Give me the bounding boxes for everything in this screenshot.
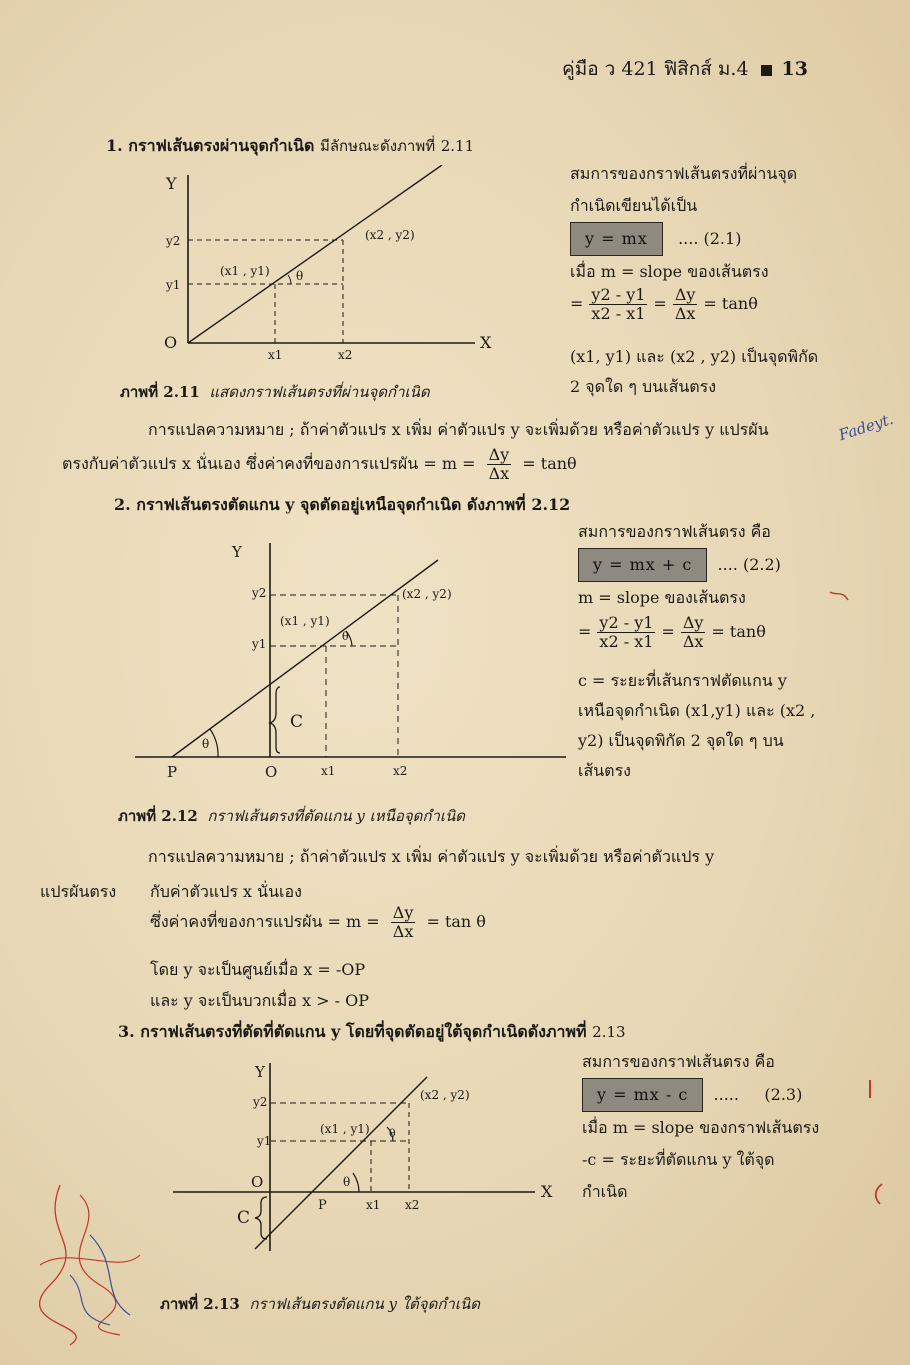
point-1-label: (x1 , y1) <box>220 264 270 278</box>
point-2-label: (x2 , y2) <box>402 587 452 601</box>
side-3-line1: สมการของกราฟเส้นตรง คือ <box>582 1052 775 1071</box>
y2-label: y2 <box>252 586 267 600</box>
equation-2-3: y = mx - c <box>582 1078 703 1112</box>
caption-2-13 <box>160 1292 480 1316</box>
p-label: P <box>167 763 178 781</box>
frac1-num: y2 - y1 <box>599 613 654 632</box>
interp2-frac-den: Δx <box>392 922 414 941</box>
section-1-number: 1. <box>106 136 123 155</box>
point-2-label: (x2 , y2) <box>420 1088 470 1102</box>
c-brace <box>255 1197 267 1239</box>
point-1-label: (x1 , y1) <box>320 1122 370 1136</box>
section-2-slope-formula: = $\frac{y2 - y1}{x2 - x1}$ = $\frac{\Delta y}{\Delta x}$ = tanθ <box>578 613 766 651</box>
interp1-frac-den: Δx <box>488 464 510 483</box>
y-axis-label: Y <box>255 1063 265 1081</box>
x-axis-label: X <box>480 333 492 352</box>
y1-label: y1 <box>252 637 267 651</box>
section-1-fig-ref: 2.11 <box>440 137 475 155</box>
section-1-interpretation-line2 <box>62 446 577 483</box>
section-1-interpretation-line1: การแปลความหมาย ; ถ้าค่าตัวแปร x เพิ่ม ค่าตัวแปร y จะเพิ่มด้วย หรือค่าตัวแปร y แปรผัน <box>148 420 769 439</box>
section-3-title: กราฟเส้นตรงที่ตัดที่ตัดแกน y โดยที่จุดตัดอยู่ใต้จุดกำเนิดดังภาพที่ <box>140 1022 587 1041</box>
section-2-heading <box>114 493 570 518</box>
side-3-c-def2: กำเนิด <box>582 1182 628 1201</box>
c-label: C <box>290 712 304 732</box>
frac1-den: x2 - x1 <box>591 304 646 323</box>
interp1-frac-num: Δy <box>488 445 510 464</box>
c-def2: เหนือจุดกำเนิด (x1,y1) และ (x2 , <box>578 701 816 720</box>
x-axis-label: X <box>541 1182 553 1201</box>
equation-2-2: y = mx + c <box>578 548 707 582</box>
point-1-label: (x1 , y1) <box>280 614 330 628</box>
x1-label: x1 <box>366 1198 381 1212</box>
c-brace <box>270 687 280 753</box>
section-1-title-rest: มีลักษณะดังภาพที่ <box>319 137 436 155</box>
section-2-c-definition <box>578 666 815 786</box>
c-def4: เส้นตรง <box>578 761 631 780</box>
side-1-m-def: เมื่อ m = slope ของเส้นตรง <box>570 262 769 281</box>
section-3-side-text <box>582 1046 819 1208</box>
section-3-number: 3. <box>118 1022 135 1041</box>
side-3-m-def: เมื่อ m = slope ของกราฟเส้นตรง <box>582 1118 820 1137</box>
header-square-icon <box>761 65 772 76</box>
section-2-interpretation-line2: กับค่าตัวแปร x นั่นเอง <box>150 882 302 901</box>
caption-2-13-label: ภาพที่ 2.13 <box>160 1295 240 1313</box>
theta-label: θ <box>296 269 304 283</box>
frac2-num: Δy <box>682 613 704 632</box>
interp2-tan: = tan θ <box>426 912 486 931</box>
graph-line <box>188 165 442 343</box>
caption-2-11 <box>120 380 430 404</box>
tan-theta: tanθ <box>721 294 758 313</box>
origin-label: O <box>265 763 278 781</box>
handwritten-margin-note: Fadeyt. <box>836 409 896 445</box>
frac2-den: Δx <box>682 632 704 651</box>
section-2-interpretation-left: แปรผันตรง <box>40 882 117 901</box>
equation-2-3-number: (2.3) <box>764 1085 803 1104</box>
x1-label: x1 <box>321 764 336 778</box>
section-3-heading <box>118 1020 626 1045</box>
equation-2-3-dots: ..... <box>713 1085 739 1104</box>
y-axis-label: Y <box>232 543 242 561</box>
figure-2-12-graph <box>130 535 570 785</box>
caption-2-13-text: กราฟเส้นตรงตัดแกน y ใต้จุดกำเนิด <box>249 1295 480 1313</box>
side-1-points2: 2 จุดใด ๆ บนเส้นตรง <box>570 377 717 396</box>
header-title: คู่มือ ว 421 ฟิสิกส์ ม.4 <box>562 58 749 80</box>
theta-arc <box>210 729 218 757</box>
interp1-tan: = tanθ <box>522 454 577 473</box>
theta-arc <box>288 275 291 284</box>
interp3-text: ซึ่งค่าคงที่ของการแปรผัน = m = <box>150 912 380 931</box>
pen-mark-mid <box>862 1076 882 1106</box>
side-1-points: (x1, y1) และ (x2 , y2) เป็นจุดพิกัด <box>570 347 819 366</box>
caption-2-12 <box>118 804 465 828</box>
section-1-slope-formula: = $\frac{y2 - y1}{x2 - x1}$ = $\frac{\Delta y}{\Delta x}$ = tanθ <box>570 285 758 323</box>
frac2-den: Δx <box>674 304 696 323</box>
x2-label: x2 <box>338 348 353 362</box>
frac1-den: x2 - x1 <box>599 632 654 651</box>
y2-label: y2 <box>166 234 181 248</box>
origin-label: O <box>251 1173 264 1191</box>
tan-theta: tanθ <box>729 622 766 641</box>
side-3-c-def1: -c = ระยะที่ตัดแกน y ใต้จุด <box>582 1150 775 1169</box>
caption-2-12-label: ภาพที่ 2.12 <box>118 807 198 825</box>
section-1-heading <box>106 134 474 159</box>
section-1-side-text <box>570 158 797 288</box>
x1-label: x1 <box>268 348 283 362</box>
section-2-fig-ref: 2.12 <box>531 495 571 514</box>
frac1-num: y2 - y1 <box>591 285 646 304</box>
interp2-frac-num: Δy <box>392 903 414 922</box>
theta-label-2: θ <box>342 630 349 643</box>
origin-label: O <box>164 333 178 352</box>
theta-label-2: θ <box>389 1127 396 1140</box>
theta-label: θ <box>343 1175 351 1189</box>
equation-2-2-number: .... (2.2) <box>717 555 781 574</box>
side-2-line1: สมการของกราฟเส้นตรง คือ <box>578 522 771 541</box>
theta-arc <box>353 1173 359 1192</box>
caption-2-11-label: ภาพที่ 2.11 <box>120 383 200 401</box>
caption-2-11-text: แสดงกราฟเส้นตรงที่ผ่านจุดกำเนิด <box>209 383 430 401</box>
figure-2-11-graph <box>150 165 510 365</box>
y1-label: y1 <box>257 1134 272 1148</box>
frac2-num: Δy <box>674 285 696 304</box>
section-2-title: กราฟเส้นตรงตัดแกน y จุดตัดอยู่เหนือจุดกำเนิด ดังภาพที่ <box>136 495 526 514</box>
x2-label: x2 <box>393 764 408 778</box>
c-def3: y2) เป็นจุดพิกัด 2 จุดใด ๆ บน <box>578 731 784 750</box>
equation-2-1: y = mx <box>570 222 663 256</box>
page-number: 13 <box>781 58 808 80</box>
y2-label: y2 <box>253 1095 268 1109</box>
interp2-text: ตรงกับค่าตัวแปร x นั่นเอง ซึ่งค่าคงที่ของการแปรผัน = m = <box>62 454 476 473</box>
section-2-interpretation-line1: การแปลความหมาย ; ถ้าค่าตัวแปร x เพิ่ม ค่าตัวแปร y จะเพิ่มด้วย หรือค่าตัวแปร y <box>148 847 715 866</box>
figure-2-13-graph <box>165 1055 565 1260</box>
section-2-side-text <box>578 516 781 614</box>
caption-2-12-text: กราฟเส้นตรงที่ตัดแกน y เหนือจุดกำเนิด <box>207 807 466 825</box>
pen-mark-top <box>826 582 856 612</box>
side-1-line1: สมการของกราฟเส้นตรงที่ผ่านจุด <box>570 164 798 183</box>
page-header <box>562 54 808 84</box>
section-2-condition-1: โดย y จะเป็นศูนย์เมื่อ x = -OP <box>150 960 366 979</box>
side-1-line2: กำเนิดเขียนได้เป็น <box>570 196 698 215</box>
y1-label: y1 <box>166 278 181 292</box>
section-3-fig-ref: 2.13 <box>592 1023 626 1041</box>
p-label: P <box>318 1198 327 1213</box>
section-1-points-text <box>570 342 818 402</box>
point-2-label: (x2 , y2) <box>365 228 415 242</box>
section-2-condition-2: และ y จะเป็นบวกเมื่อ x > - OP <box>150 991 369 1010</box>
pen-mark-bottom <box>870 1180 890 1210</box>
pen-doodle <box>30 1175 160 1355</box>
section-2-interpretation-line3 <box>150 904 486 941</box>
section-1-title: กราฟเส้นตรงผ่านจุดกำเนิด <box>128 136 315 155</box>
y-axis-label: Y <box>166 174 177 193</box>
side-2-m-def: m = slope ของเส้นตรง <box>578 588 746 607</box>
section-2-number: 2. <box>114 495 131 514</box>
theta-label: θ <box>202 737 210 751</box>
x2-label: x2 <box>405 1198 420 1212</box>
equation-2-1-number: .... (2.1) <box>678 229 742 248</box>
c-label: C <box>237 1208 251 1228</box>
c-def1: c = ระยะที่เส้นกราฟตัดแกน y <box>578 671 787 690</box>
